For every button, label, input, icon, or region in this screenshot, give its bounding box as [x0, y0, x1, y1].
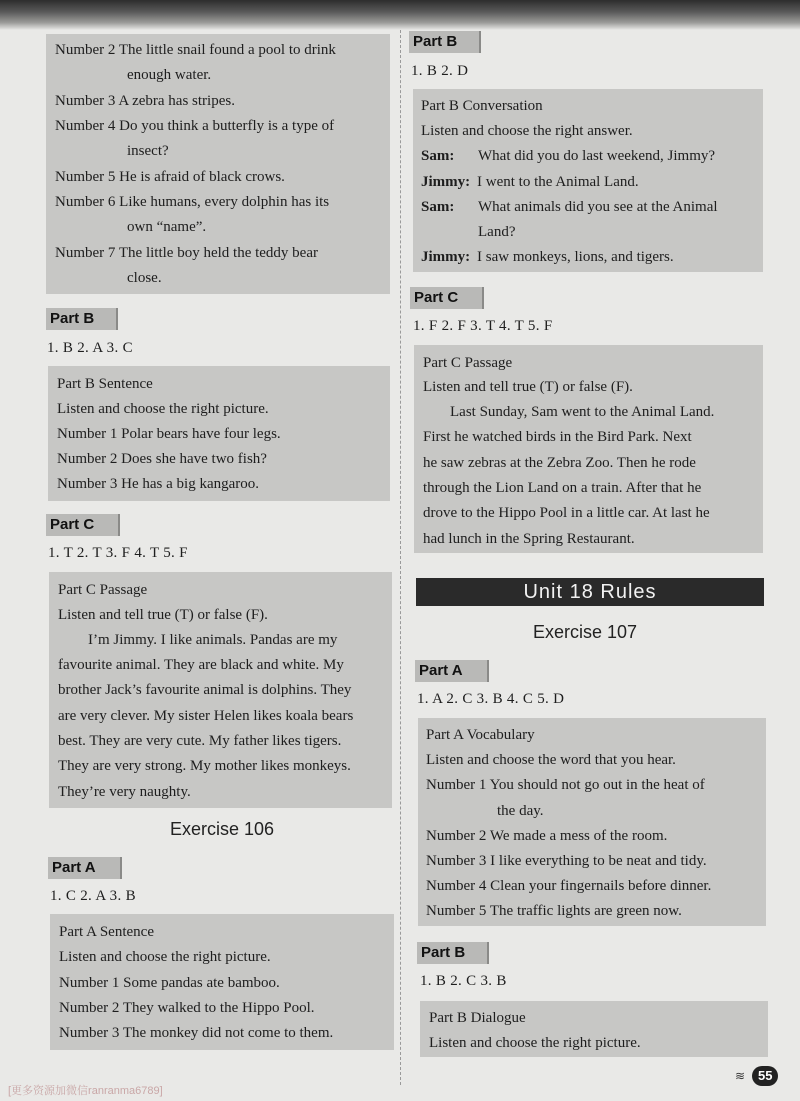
- text-line: Part B Dialogue: [429, 1010, 526, 1026]
- dialogue-text: I went to the Animal Land.: [477, 174, 639, 190]
- watermark-text: [更多资源加微信ranranma6789]: [8, 1085, 163, 1097]
- text-line: Part C Passage: [423, 355, 513, 371]
- text-line: Part A Sentence: [59, 924, 154, 940]
- text-line: Number 4 Do you think a butterfly is a type of: [55, 118, 335, 134]
- part-a-heading: Part A: [48, 857, 122, 879]
- dialogue-text: What animals did you see at the Animal: [478, 199, 718, 215]
- text-line: They are very strong. My mother likes monkeys.: [58, 758, 351, 774]
- exercise-106-title: Exercise 106: [170, 819, 275, 839]
- text-line: Part C Passage: [58, 582, 148, 598]
- text-line: They’re very naughty.: [58, 784, 191, 800]
- text-line: Listen and choose the word that you hear.: [426, 752, 676, 768]
- part-b-answers: 1. B 2. D: [411, 63, 469, 79]
- text-line: Number 1 Some pandas ate bamboo.: [59, 975, 280, 991]
- page-top-edge: [0, 0, 800, 30]
- text-line: Number 3 I like everything to be neat and tidy.: [426, 853, 707, 869]
- part-a-heading: Part A: [415, 660, 489, 682]
- text-line: Listen and choose the right picture.: [429, 1035, 641, 1051]
- text-line: he saw zebras at the Zebra Zoo. Then he rode: [423, 455, 696, 471]
- text-line: Number 5 He is afraid of black crows.: [55, 169, 285, 185]
- column-divider: [400, 30, 401, 1085]
- part-b-answers: 1. B 2. C 3. B: [420, 973, 507, 989]
- dialogue-text: Land?: [478, 224, 516, 240]
- text-line: own “name”.: [127, 219, 207, 235]
- text-line: Number 2 They walked to the Hippo Pool.: [59, 1000, 315, 1016]
- text-line: are very clever. My sister Helen likes koala bears: [58, 708, 354, 724]
- text-line: Number 5 The traffic lights are green now.: [426, 903, 682, 919]
- speaker-label: Jimmy:: [421, 249, 471, 265]
- part-a-answers: 1. A 2. C 3. B 4. C 5. D: [417, 691, 565, 707]
- speaker-label: Jimmy:: [421, 174, 471, 190]
- part-b-heading: Part B: [409, 31, 481, 53]
- text-line: Number 7 The little boy held the teddy bear: [55, 245, 318, 261]
- part-c-heading: Part C: [410, 287, 484, 309]
- text-line: enough water.: [127, 67, 212, 83]
- text-line: through the Lion Land on a train. After that he: [423, 480, 702, 496]
- dialogue-text: I saw monkeys, lions, and tigers.: [477, 249, 674, 265]
- text-line: Number 2 Does she have two fish?: [57, 451, 267, 467]
- part-b-heading: Part B: [417, 942, 489, 964]
- page-corner-ornament: ≋: [735, 1069, 746, 1083]
- text-line: Last Sunday, Sam went to the Animal Land.: [450, 404, 715, 420]
- conversation-title: Part B Conversation: [421, 98, 543, 114]
- part-b-answers: 1. B 2. A 3. C: [47, 340, 133, 356]
- part-c-answers: 1. F 2. F 3. T 4. T 5. F: [413, 318, 553, 334]
- part-c-heading: Part C: [46, 514, 120, 536]
- text-line: favourite animal. They are black and white. My: [58, 657, 344, 673]
- speaker-label: Sam:: [421, 148, 455, 164]
- text-line: close.: [127, 270, 162, 286]
- dialogue-text: What did you do last weekend, Jimmy?: [478, 148, 716, 164]
- text-line: Number 3 The monkey did not come to them.: [59, 1025, 334, 1041]
- text-line: Number 6 Like humans, every dolphin has its: [55, 194, 330, 210]
- text-line: Listen and choose the right picture.: [57, 401, 269, 417]
- part-c-answers: 1. T 2. T 3. F 4. T 5. F: [48, 545, 188, 561]
- text-line: First he watched birds in the Bird Park. Next: [423, 429, 692, 445]
- page-number: 55: [752, 1066, 778, 1086]
- text-line: Number 4 Clean your fingernails before dinner.: [426, 878, 712, 894]
- text-line: had lunch in the Spring Restaurant.: [423, 531, 635, 547]
- text-line: Number 1 Polar bears have four legs.: [57, 426, 281, 442]
- speaker-label: Sam:: [421, 199, 455, 215]
- text-line: the day.: [497, 803, 544, 819]
- text-line: Number 1 You should not go out in the heat of: [426, 777, 705, 793]
- exercise-107-title: Exercise 107: [533, 622, 638, 642]
- text-line: Number 2 The little snail found a pool to drink: [55, 42, 336, 58]
- text-line: Listen and tell true (T) or false (F).: [423, 379, 633, 395]
- text-line: Number 3 A zebra has stripes.: [55, 93, 235, 109]
- text-line: insect?: [127, 143, 169, 159]
- text-line: Part B Sentence: [57, 376, 153, 392]
- text-line: Listen and choose the right picture.: [59, 949, 271, 965]
- text-line: Part A Vocabulary: [426, 727, 535, 743]
- text-line: Listen and tell true (T) or false (F).: [58, 607, 268, 623]
- text-line: Number 3 He has a big kangaroo.: [57, 476, 260, 492]
- conversation-instruction: Listen and choose the right answer.: [421, 123, 633, 139]
- text-line: Number 2 We made a mess of the room.: [426, 828, 668, 844]
- text-line: I’m Jimmy. I like animals. Pandas are my: [88, 632, 338, 648]
- unit-title-bar: Unit 18 Rules: [416, 578, 764, 606]
- text-line: brother Jack’s favourite animal is dolphins. They: [58, 682, 352, 698]
- part-a-answers: 1. C 2. A 3. B: [50, 888, 136, 904]
- part-b-heading: Part B: [46, 308, 118, 330]
- text-line: best. They are very cute. My father likes tigers.: [58, 733, 342, 749]
- text-line: drove to the Hippo Pool in a little car. At last he: [423, 505, 710, 521]
